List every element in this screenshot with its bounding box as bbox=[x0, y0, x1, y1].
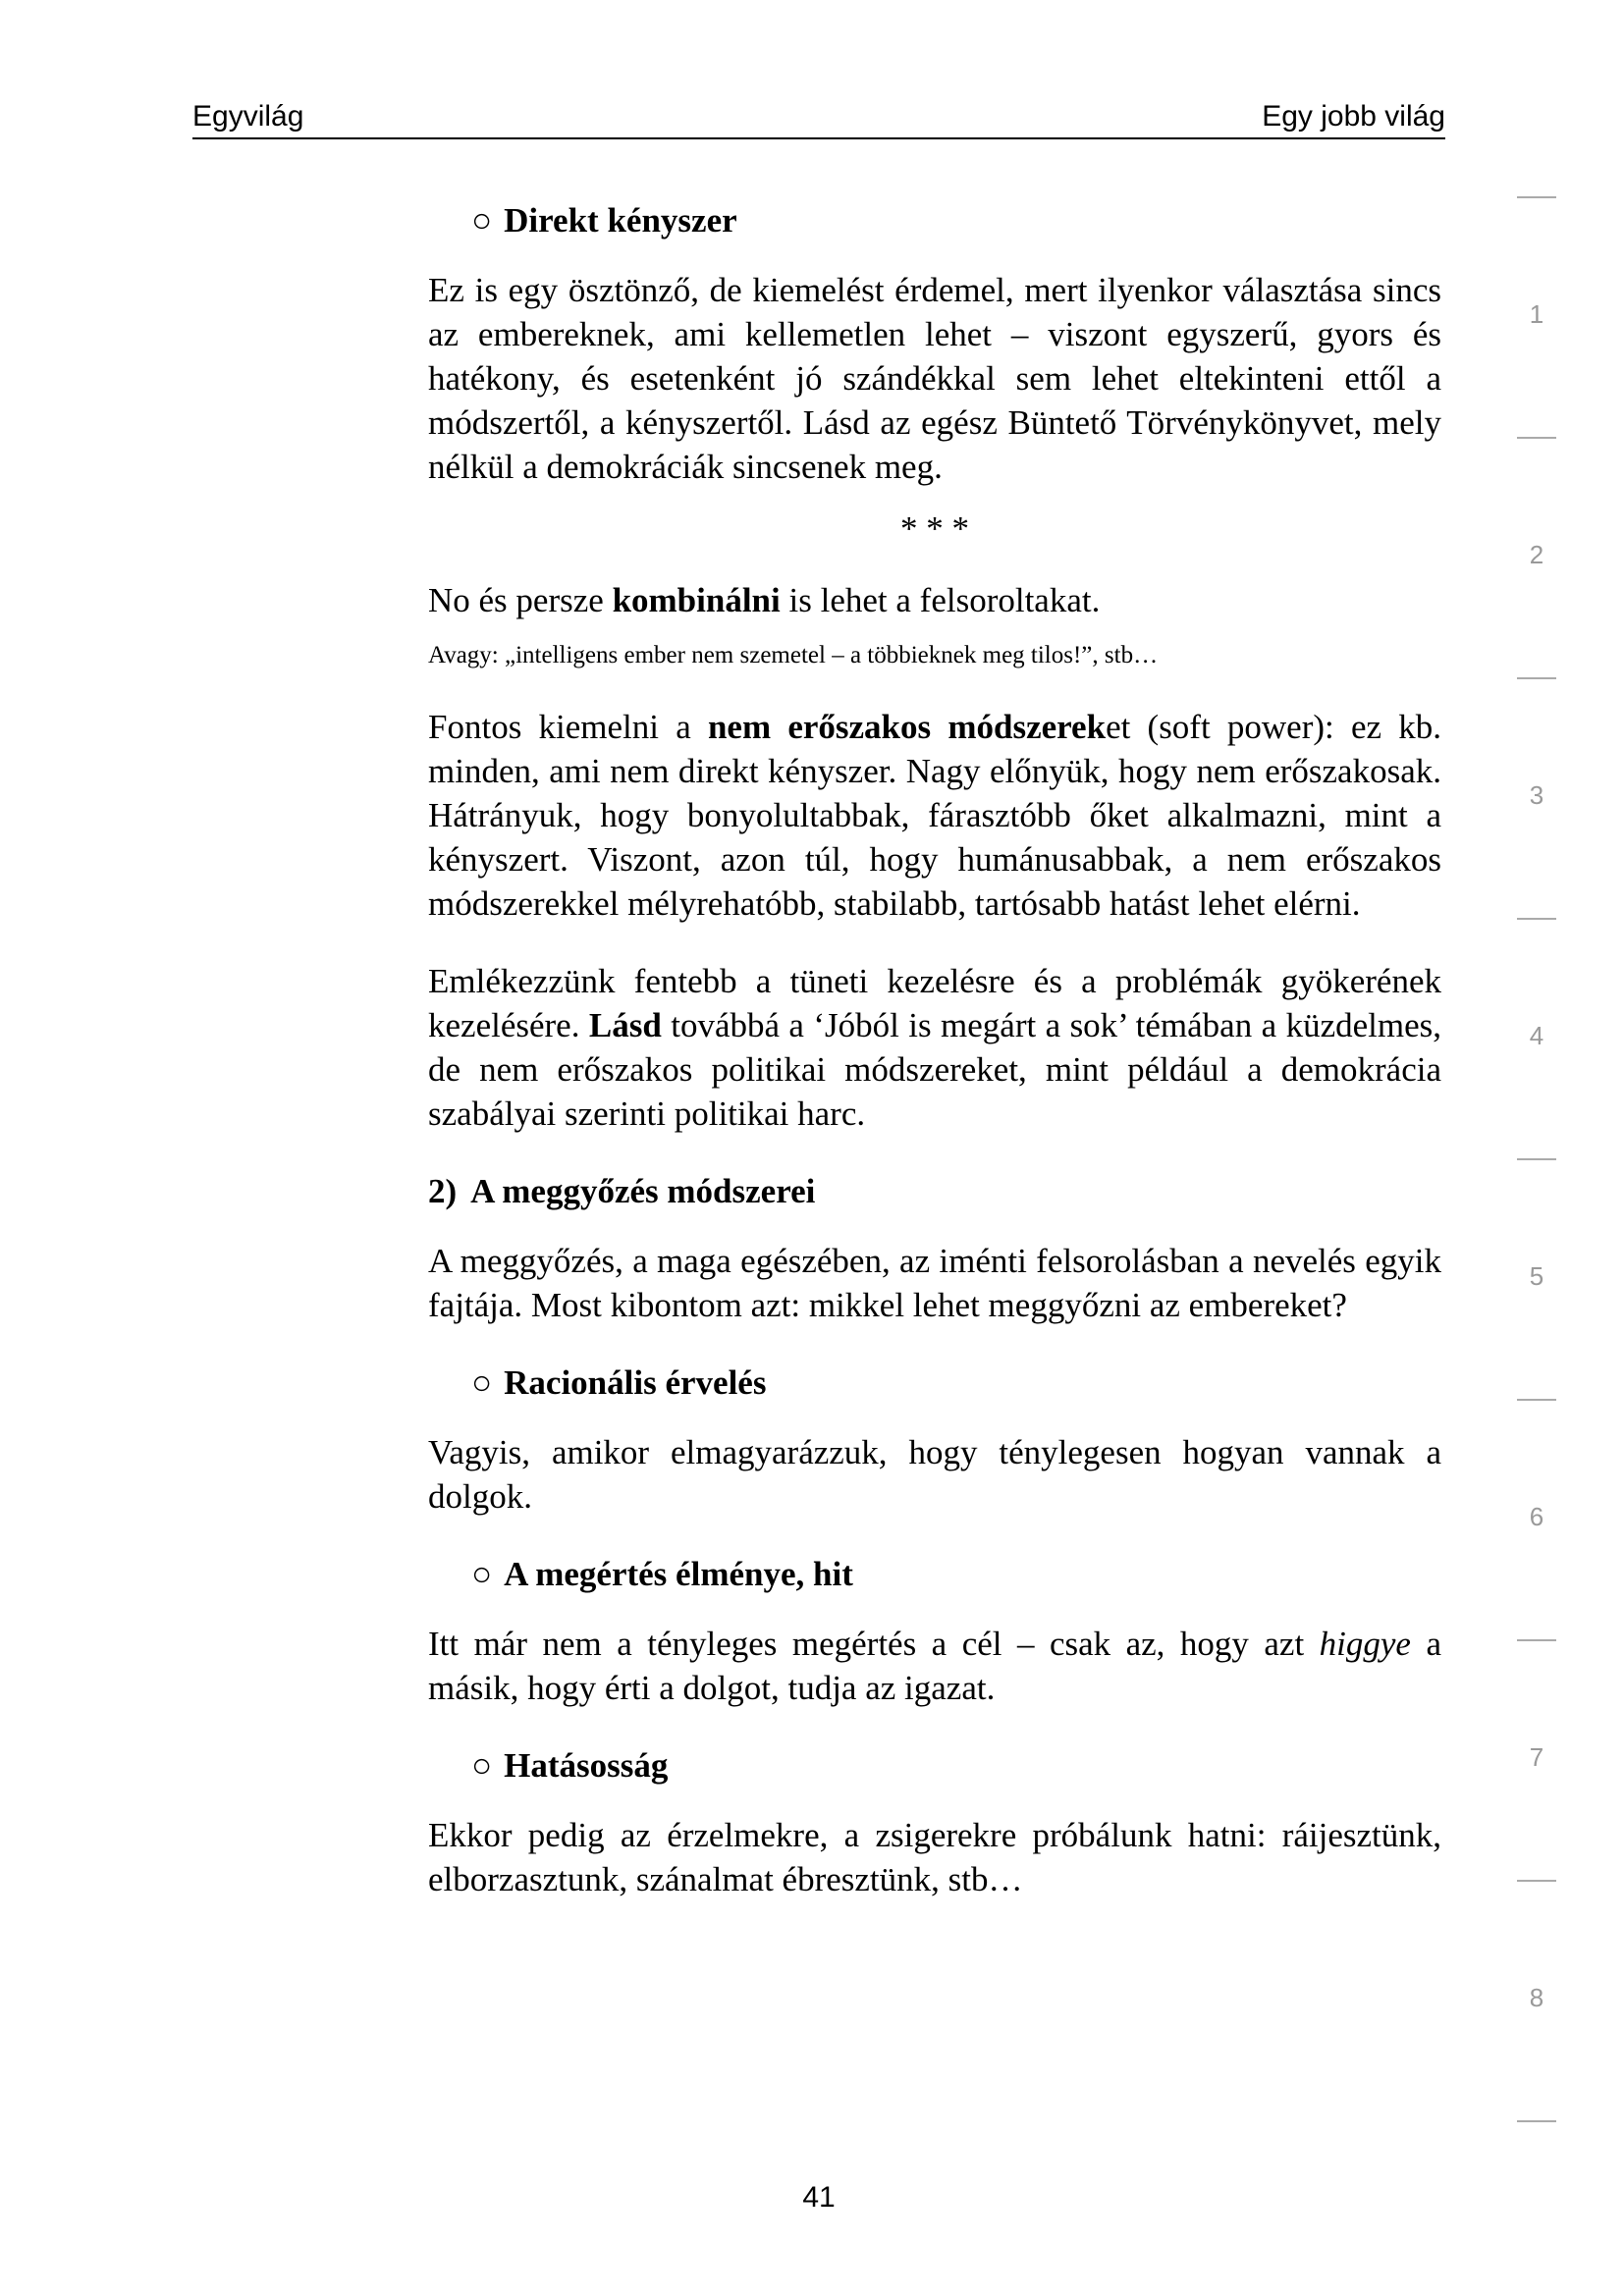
running-header bbox=[192, 98, 1445, 139]
text-run: továbbá a ‘Jóból is megárt a sok’ témában a küzdelmes, de nem erőszakos politikai módszereket, mint például a demokrácia szabályai szerinti politikai harc. bbox=[428, 1006, 1441, 1133]
section-heading-persuasion bbox=[428, 1169, 1441, 1213]
margin-number: 5 bbox=[1529, 1261, 1544, 1291]
text-run: a másik, hogy érti a dolgot, tudja az igazat. bbox=[428, 1625, 1441, 1707]
bold-run: nem erőszakos módszerek bbox=[707, 708, 1107, 746]
subheading-text: Racionális érvelés bbox=[504, 1363, 767, 1402]
margin-rule bbox=[1517, 1158, 1556, 1160]
margin-rule bbox=[1517, 677, 1556, 679]
margin-number: 4 bbox=[1529, 1021, 1544, 1050]
margin-number: 3 bbox=[1529, 780, 1544, 810]
section-separator: * * * bbox=[900, 509, 969, 548]
page-body bbox=[428, 187, 1441, 1935]
circle-bullet-icon: ○ bbox=[471, 1555, 493, 1593]
section-number: 2) bbox=[428, 1172, 458, 1210]
bold-run: kombinálni bbox=[612, 581, 781, 619]
subheading-understanding bbox=[428, 1552, 1441, 1596]
margin-rule bbox=[1517, 196, 1556, 198]
margin-line-marks bbox=[1512, 0, 1561, 2296]
margin-number: 2 bbox=[1529, 540, 1544, 569]
small-note: Avagy: „intelligens ember nem szemetel – a többieknek meg tilos!”, stb… bbox=[428, 642, 1159, 668]
margin-rule bbox=[1517, 1639, 1556, 1641]
circle-bullet-icon: ○ bbox=[471, 201, 493, 240]
text-run: Emlékezzünk fentebb a tüneti kezelésre és a problémák gyökerének kezelésére. bbox=[428, 962, 1441, 1044]
margin-number: 7 bbox=[1529, 1742, 1544, 1772]
margin-rule bbox=[1517, 1399, 1556, 1401]
header-right-title: Egy jobb világ bbox=[1262, 100, 1445, 133]
circle-bullet-icon: ○ bbox=[471, 1363, 493, 1402]
page-number: 41 bbox=[802, 2181, 836, 2214]
subheading-effectiveness bbox=[428, 1743, 1441, 1788]
paragraph-rational: Vagyis, amikor elmagyarázzuk, hogy ténylegesen hogyan vannak a dolgok. bbox=[428, 1433, 1441, 1516]
subheading-text: Hatásosság bbox=[504, 1746, 669, 1785]
text-run: Itt már nem a tényleges megértés a cél – csak az, hogy azt bbox=[428, 1625, 1320, 1663]
header-left-title: Egyvilág bbox=[192, 100, 304, 133]
margin-rule bbox=[1517, 1880, 1556, 1882]
paragraph-direct-coercion: Ez is egy ösztönző, de kiemelést érdemel, mert ilyenkor választása sincs az embereknek, ami kellemetlen lehet – viszont egyszerű, gyors és hatékony, és esetenként jó szándékkal sem lehet eltekinteni ettől a módszertől, a kényszertől. Lásd az egész Büntető Törvénykönyvet, mely nélkül a demokráciák sincsenek meg. bbox=[428, 271, 1441, 486]
text-run: is lehet a felsoroltakat. bbox=[780, 581, 1101, 619]
text-run: No és persze bbox=[428, 581, 613, 619]
circle-bullet-icon: ○ bbox=[471, 1746, 493, 1785]
subheading-rational-argument bbox=[428, 1361, 1441, 1405]
margin-rule bbox=[1517, 2120, 1556, 2122]
paragraph-remember bbox=[428, 959, 1441, 1136]
subheading-text: Direkt kényszer bbox=[504, 201, 737, 240]
paragraph-persuasion: A meggyőzés, a maga egészében, az iménti felsorolásban a nevelés egyik fajtája. Most kibontom azt: mikkel lehet meggyőzni az embereket? bbox=[428, 1242, 1441, 1324]
paragraph-effectiveness: Ekkor pedig az érzelmekre, a zsigerekre próbálunk hatni: ráijesztünk, elborzasztunk, szánalmat ébresztünk, stb… bbox=[428, 1816, 1441, 1898]
margin-number: 8 bbox=[1529, 1983, 1544, 2012]
paragraph-understanding bbox=[428, 1622, 1441, 1710]
subheading-direct-coercion bbox=[428, 198, 1441, 242]
paragraph-combine bbox=[428, 578, 1441, 622]
margin-rule bbox=[1517, 918, 1556, 920]
paragraph-soft-power bbox=[428, 705, 1441, 926]
text-run: et (soft power): ez kb. minden, ami nem direkt kényszer. Nagy előnyük, hogy nem erőszakosak. Hátrányuk, hogy bonyolultabbak, fárasztóbb őket alkalmazni, mint a kényszert. Viszont, azon túl, hogy humánusabbak, a nem erőszakos módszerekkel mélyrehatóbb, stabilabb, tartósabb hatást lehet elérni. bbox=[428, 708, 1441, 923]
margin-number: 6 bbox=[1529, 1502, 1544, 1531]
section-title: A meggyőzés módszerei bbox=[470, 1172, 816, 1210]
margin-number: 1 bbox=[1529, 299, 1544, 329]
text-run: Fontos kiemelni a bbox=[428, 708, 708, 746]
margin-rule bbox=[1517, 437, 1556, 439]
bold-run: Lásd bbox=[588, 1006, 662, 1044]
italic-run: higgye bbox=[1319, 1625, 1411, 1663]
subheading-text: A megértés élménye, hit bbox=[504, 1555, 853, 1593]
